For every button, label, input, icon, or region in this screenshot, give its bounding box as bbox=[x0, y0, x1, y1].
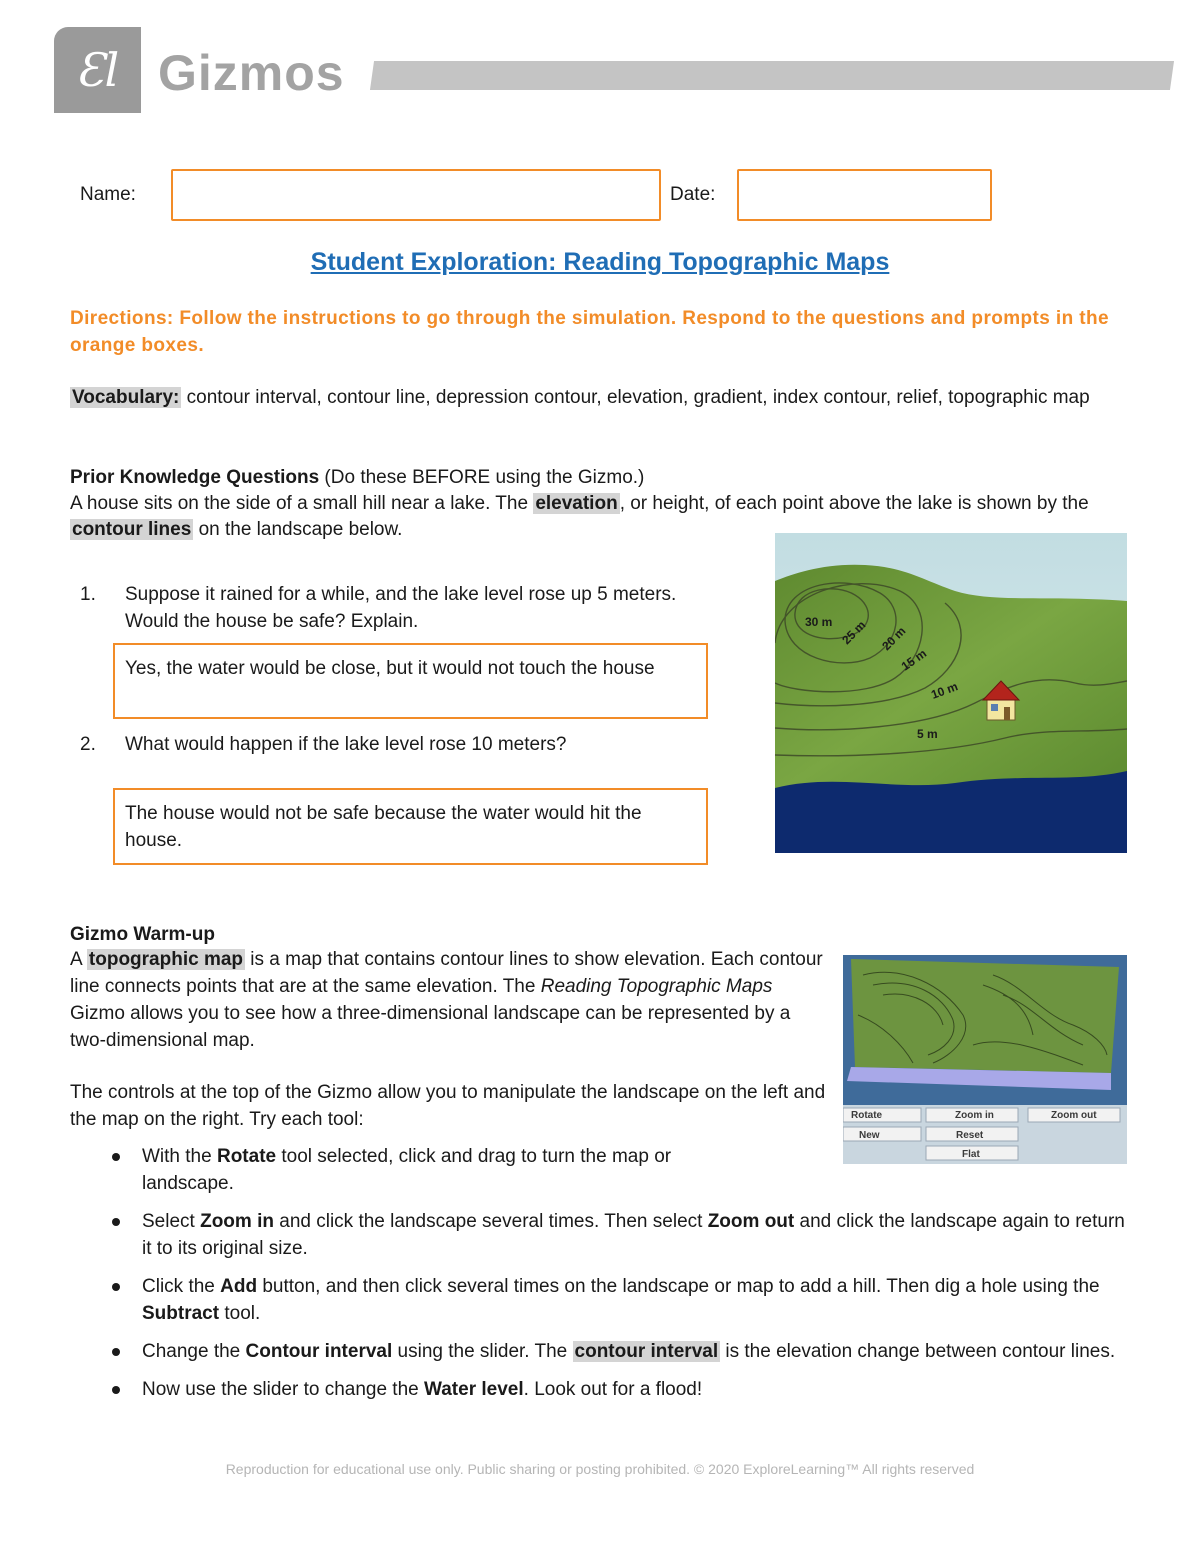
question-2-answer-box[interactable] bbox=[113, 788, 708, 865]
warmup-paragraph-2: The controls at the top of the Gizmo allow you to manipulate the landscape on the left and the map on the right. Try each tool: bbox=[70, 1082, 826, 1130]
list-item bbox=[70, 1376, 1130, 1403]
topographic-map-term: topographic map bbox=[88, 949, 244, 970]
prior-intro-part: A house sits on the side of a small hill near a lake. The bbox=[70, 493, 534, 514]
bullet-text: With the bbox=[142, 1146, 217, 1167]
elevation-term: elevation bbox=[535, 493, 618, 514]
question-2-text: What would happen if the lake level rose 10 meters? bbox=[125, 734, 567, 755]
bullet-bold: Add bbox=[220, 1276, 258, 1297]
bullet-bold: Water level bbox=[424, 1379, 524, 1400]
warmup-text: is a map that contains contour lines to show elevation. Each contour line connects points that are at the same elevation. The bbox=[70, 949, 823, 997]
bullet-bold: Contour interval bbox=[245, 1341, 393, 1362]
bullet-text: Now use the slider to change the bbox=[142, 1379, 425, 1400]
prior-knowledge-heading bbox=[70, 465, 1130, 491]
contour-label-10: 10 m bbox=[929, 679, 960, 702]
vocabulary bbox=[70, 385, 1130, 411]
bullet-text: tool selected, click and drag to turn the map or landscape. bbox=[142, 1146, 672, 1194]
flat-label: Flat bbox=[962, 1149, 980, 1160]
contour-label-5: 5 m bbox=[917, 727, 938, 741]
warmup-text: A bbox=[70, 949, 87, 970]
hill-lake-image bbox=[775, 533, 1127, 853]
vocabulary-label: Vocabulary: bbox=[72, 387, 180, 408]
question-2-number: 2. bbox=[80, 734, 96, 755]
warmup-heading: Gizmo Warm-up bbox=[70, 924, 215, 945]
page-title: Student Exploration: Reading Topographic Maps bbox=[310, 248, 890, 276]
date-label: Date: bbox=[670, 184, 716, 205]
map-surface bbox=[851, 959, 1119, 1073]
prior-heading-note: (Do these BEFORE using the Gizmo.) bbox=[319, 467, 645, 488]
brand-name: Gizmos bbox=[158, 45, 345, 101]
zoom-in-label: Zoom in bbox=[955, 1110, 994, 1121]
list-item bbox=[70, 1273, 1130, 1327]
list-item bbox=[70, 1338, 1130, 1365]
contour-label-30: 30 m bbox=[805, 615, 833, 629]
reset-label: Reset bbox=[956, 1130, 984, 1141]
bullet-text: Select bbox=[142, 1211, 201, 1232]
zoom-out-label: Zoom out bbox=[1051, 1110, 1097, 1121]
bullet-text: and click the landscape several times. Then select bbox=[273, 1211, 708, 1232]
explorelearning-logo: Ɛl bbox=[75, 43, 120, 97]
prior-intro-part: , or height, of each point above the lake is shown by the bbox=[619, 493, 1089, 514]
contour-interval-term: contour interval bbox=[574, 1341, 719, 1362]
footer-copyright: Reproduction for educational use only. Public sharing or posting prohibited. © 2020 ExploreLearning™ All rights reserved bbox=[225, 1461, 975, 1477]
directions-text: Directions: Follow the instructions to go through the simulation. Respond to the questions and prompts in the orange boxes. bbox=[70, 308, 1109, 356]
warmup-paragraph-1 bbox=[70, 946, 830, 1054]
contour-label-15: 15 m bbox=[898, 646, 930, 674]
controls-row-1 bbox=[843, 1108, 1120, 1122]
new-label: New bbox=[859, 1130, 880, 1141]
contour-label-20: 20 m bbox=[879, 623, 909, 654]
prior-heading-text: Prior Knowledge Questions bbox=[70, 467, 320, 488]
list-item bbox=[70, 1208, 1130, 1262]
contour-label-25: 25 m bbox=[839, 617, 869, 648]
bullet-bold: Zoom out bbox=[707, 1211, 795, 1232]
tool-instructions-list bbox=[70, 1143, 1130, 1414]
bullet-bold: Rotate bbox=[216, 1146, 277, 1167]
bullet-text: is the elevation change between contour lines. bbox=[720, 1341, 1116, 1362]
question-2-answer: The house would not be safe because the water would hit the house. bbox=[125, 803, 642, 851]
date-field[interactable] bbox=[737, 169, 992, 221]
rotate-label: Rotate bbox=[851, 1110, 883, 1121]
bullet-bold: Subtract bbox=[142, 1303, 220, 1324]
vocabulary-terms: contour interval, contour line, depression contour, elevation, gradient, index contour, relief, topographic map bbox=[181, 387, 1090, 408]
bullet-text: button, and then click several times on the landscape or map to add a hill. Then dig a hole using the bbox=[257, 1276, 1100, 1297]
question-1-number: 1. bbox=[80, 584, 96, 605]
bullet-text: Click the bbox=[142, 1276, 221, 1297]
new-button[interactable] bbox=[843, 1127, 921, 1141]
header-bar bbox=[370, 61, 1174, 90]
gizmo-controls-image bbox=[843, 955, 1127, 1164]
bullet-bold: Zoom in bbox=[200, 1211, 274, 1232]
gizmo-name: Reading Topographic Maps bbox=[540, 976, 773, 997]
question-1-answer: Yes, the water would be close, but it would not touch the house bbox=[125, 658, 655, 679]
name-label: Name: bbox=[80, 184, 136, 205]
question-1-text: Suppose it rained for a while, and the lake level rose up 5 meters. Would the house be safe? Explain. bbox=[125, 584, 677, 632]
bullet-text: Change the bbox=[142, 1341, 246, 1362]
name-field[interactable] bbox=[171, 169, 661, 221]
warmup-text: Gizmo allows you to see how a three-dimensional landscape can be represented by a two-dimensional map. bbox=[70, 1003, 791, 1051]
question-1-answer-box[interactable] bbox=[113, 643, 708, 719]
bullet-text: and click the landscape again to return it to its original size. bbox=[142, 1211, 1125, 1259]
contour-lines-term: contour lines bbox=[72, 519, 192, 540]
bullet-text: using the slider. The bbox=[392, 1341, 573, 1362]
bullet-text: tool. bbox=[219, 1303, 261, 1324]
bullet-text: . Look out for a flood! bbox=[523, 1379, 703, 1400]
list-item bbox=[70, 1143, 762, 1197]
prior-intro-part: on the landscape below. bbox=[193, 519, 403, 540]
